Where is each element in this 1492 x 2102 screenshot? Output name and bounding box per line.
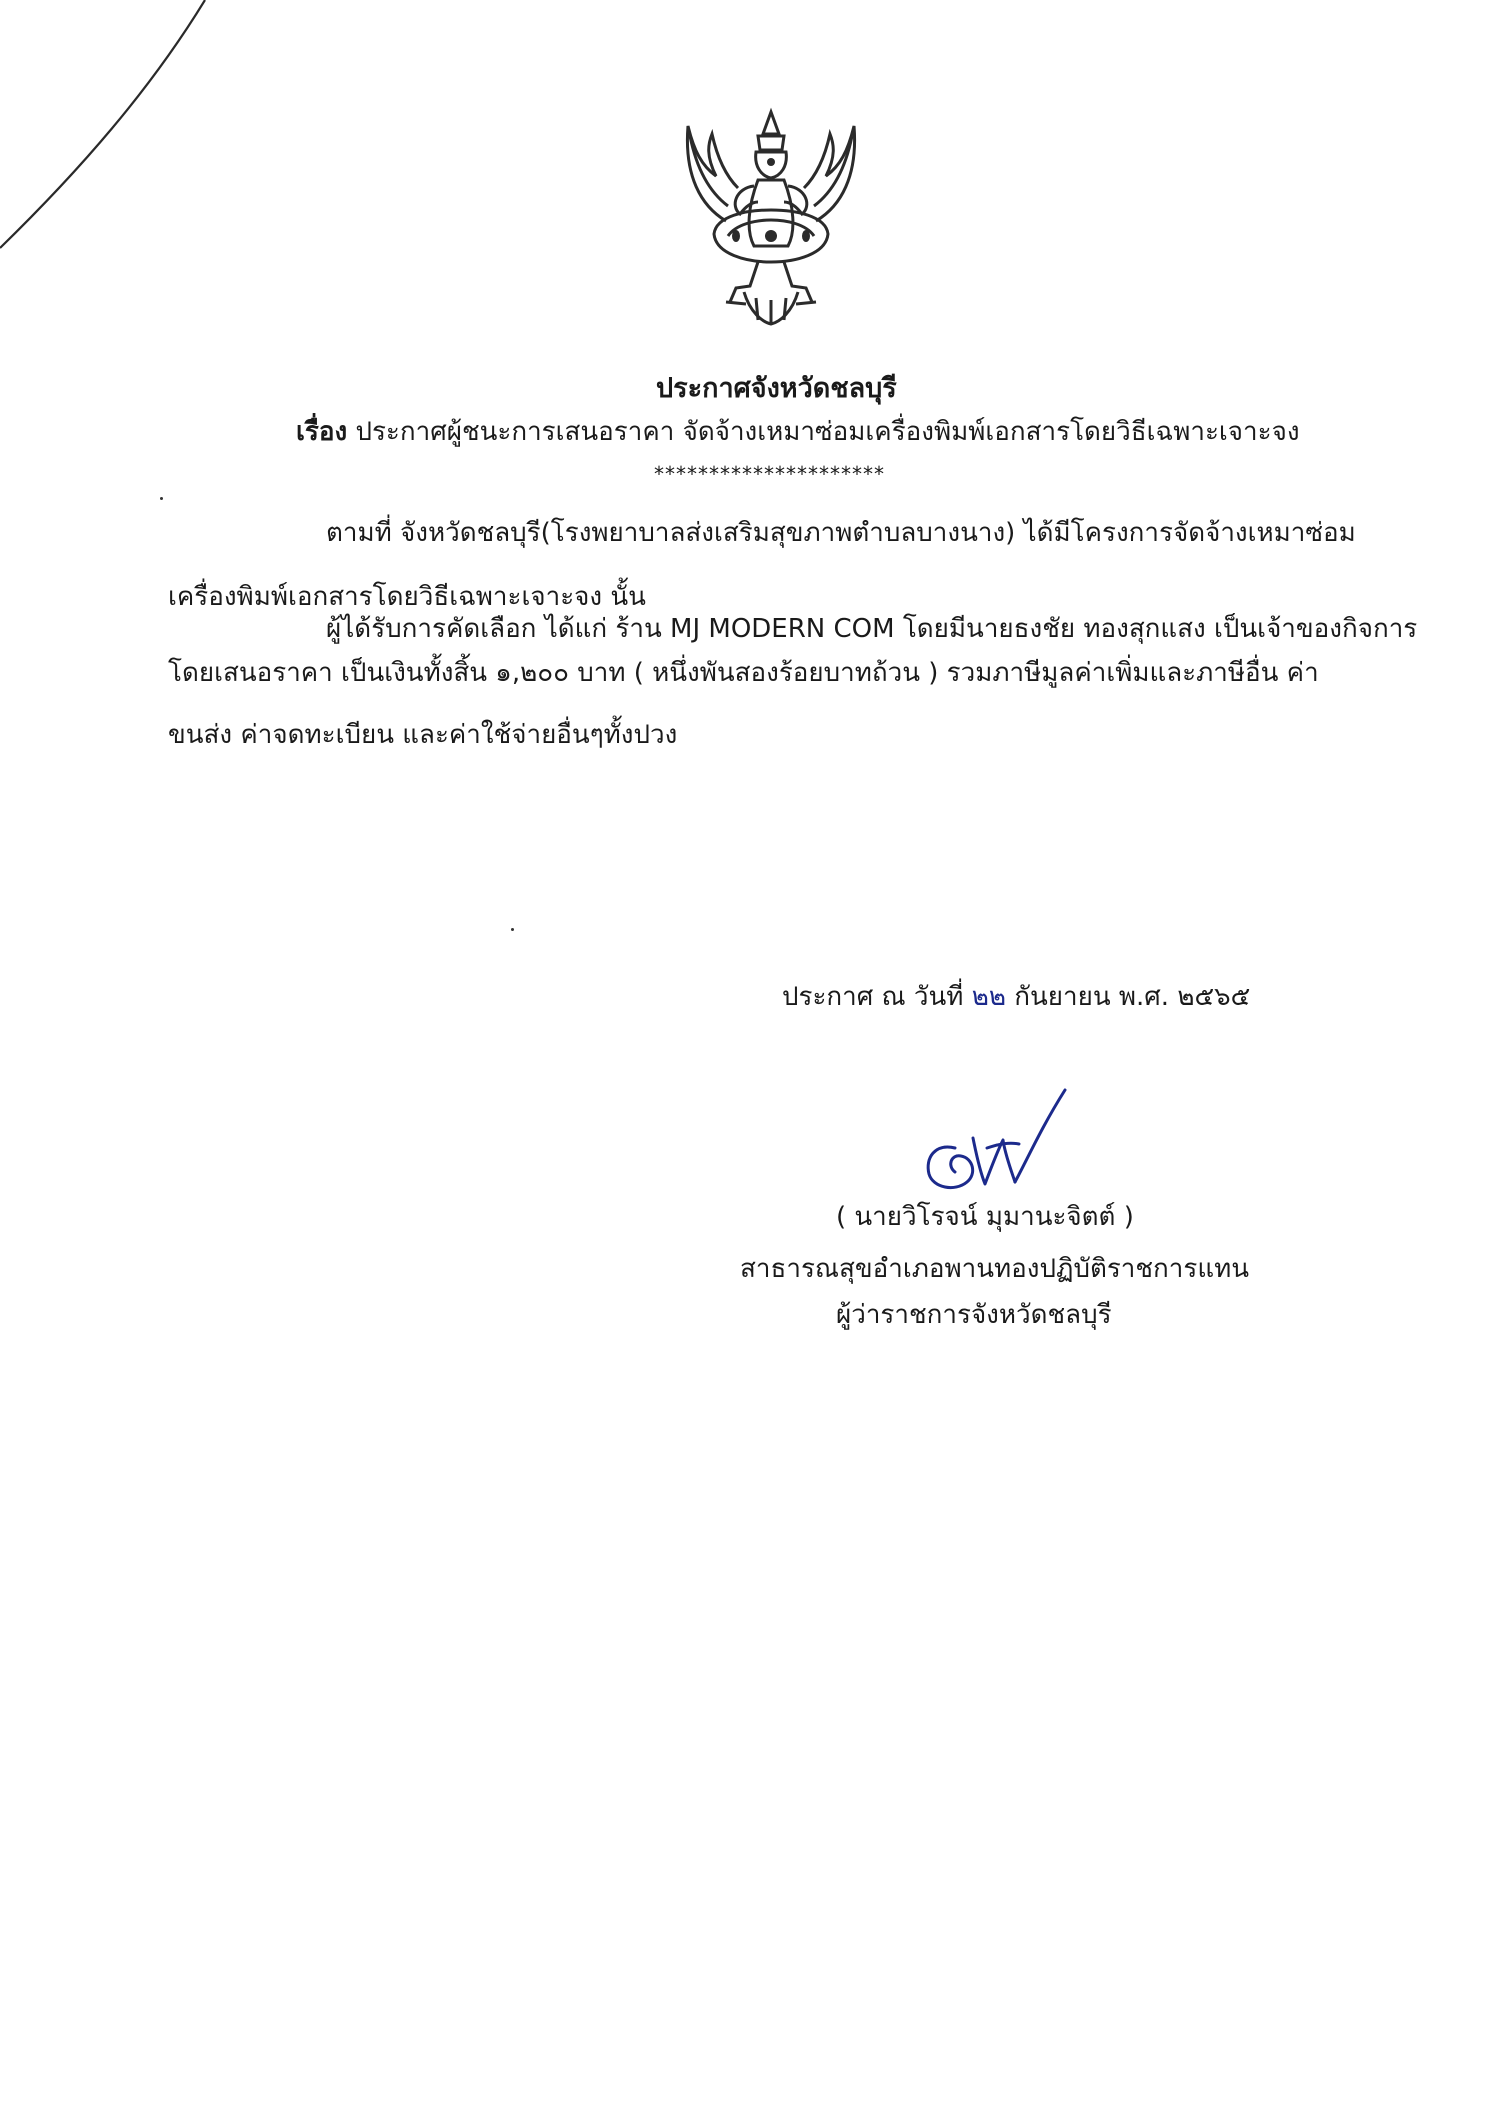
garuda-emblem-icon: [666, 106, 876, 328]
scan-speck: [511, 928, 514, 931]
paragraph-2-line-2: โดยเสนอราคา เป็นเงินทั้งสิ้น ๑,๒๐๐ บาท ( หนึ่งพันสองร้อยบาทถ้วน ) รวมภาษีมูลค่าเพิ่มและภาษีอื่น ค่า: [168, 658, 1319, 688]
paragraph-2-line-3: ขนส่ง ค่าจดทะเบียน และค่าใช้จ่ายอื่นๆทั้งปวง: [168, 720, 678, 750]
subject-label: เรื่อง: [296, 417, 348, 447]
signatory-name: ( นายวิโรจน์ มุมานะจิตต์ ): [836, 1202, 1134, 1232]
scan-speck: [160, 497, 163, 500]
handwritten-signature: [915, 1088, 1075, 1200]
paragraph-1-line-2: เครื่องพิมพ์เอกสารโดยวิธีเฉพาะเจาะจง นั้น: [168, 582, 646, 612]
scan-corner-line: [0, 0, 260, 260]
date-year-label: พ.ศ.: [1118, 982, 1170, 1012]
document-title: ประกาศจังหวัดชลบุรี: [656, 373, 897, 404]
signatory-title-line-1: สาธารณสุขอำเภอพานทองปฏิบัติราชการแทน: [740, 1254, 1250, 1284]
date-day: ๒๒: [971, 982, 1006, 1012]
paragraph-1-line-1: ตามที่ จังหวัดชลบุรี(โรงพยาบาลส่งเสริมสุขภาพตำบลบางนาง) ได้มีโครงการจัดจ้างเหมาซ่อม: [326, 518, 1356, 548]
date-line: [782, 980, 1250, 1014]
date-month: กันยายน: [1014, 982, 1111, 1012]
subject-line: [296, 415, 1300, 449]
subject-text: ประกาศผู้ชนะการเสนอราคา จัดจ้างเหมาซ่อมเครื่องพิมพ์เอกสารโดยวิธีเฉพาะเจาะจง: [355, 417, 1300, 447]
separator-line: *********************: [654, 462, 885, 486]
date-year: ๒๕๖๕: [1177, 982, 1251, 1012]
paragraph-2-line-1: ผู้ได้รับการคัดเลือก ได้แก่ ร้าน MJ MODERN COM โดยมีนายธงชัย ทองสุกแสง เป็นเจ้าของกิจการ: [326, 614, 1418, 644]
signatory-title-line-2: ผู้ว่าราชการจังหวัดชลบุรี: [836, 1300, 1112, 1330]
date-prefix: ประกาศ ณ วันที่: [782, 982, 964, 1012]
